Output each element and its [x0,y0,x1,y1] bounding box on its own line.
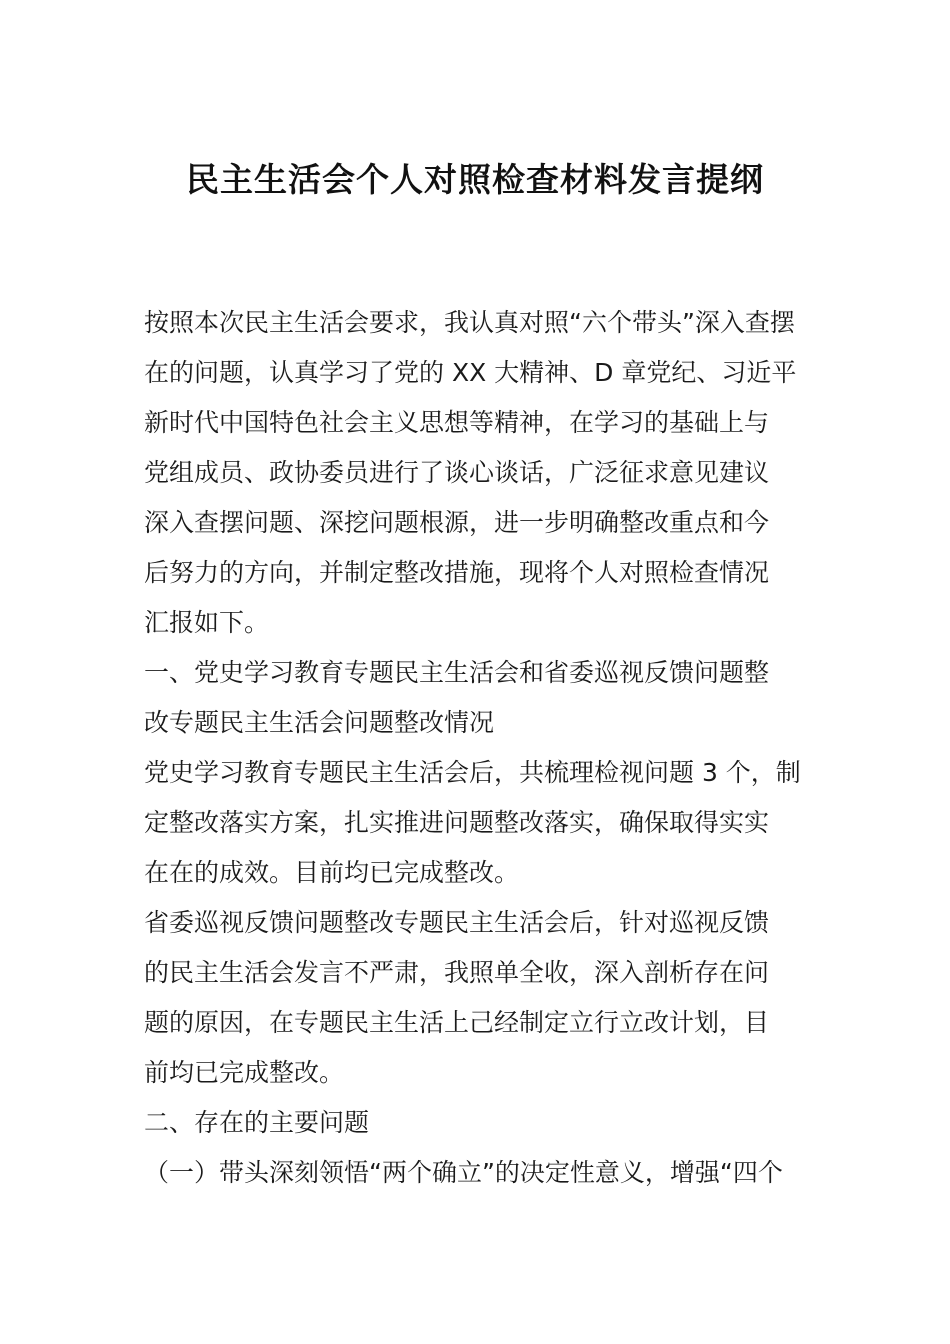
text-line-1: 按照本次民主生活会要求，我认真对照“六个带头”深入查摆 [144,308,795,337]
text-line-13: 省委巡视反馈问题整改专题民主生活会后，针对巡视反馈 [144,908,770,937]
subsection-heading-1: （一）带头深刻领悟“两个确立”的决定性意义，增强“四个 [144,1158,783,1187]
document-title: 民主生活会个人对照检查材料发言提纲 [186,160,764,199]
text-line-14: 的民主生活会发言不严肃，我照单全收，深入剖析存在问 [144,958,770,987]
text-line-10: 党史学习教育专题民主生活会后，共梳理检视问题 3 个，制 [144,758,801,787]
document-body [144,298,808,1198]
section-heading-1-line-1: 一、党史学习教育专题民主生活会和省委巡视反馈问题整 [144,658,770,687]
text-line-6: 后努力的方向，并制定整改措施，现将个人对照检查情况 [144,558,770,587]
text-line-16: 前均已完成整改。 [144,1058,345,1087]
text-line-4: 党组成员、政协委员进行了谈心谈话，广泛征求意见建议 [144,458,770,487]
text-line-7: 汇报如下。 [144,608,270,637]
text-line-11: 定整改落实方案，扎实推进问题整改落实，确保取得实实 [144,808,770,837]
text-line-15: 题的原因，在专题民主生活上己经制定立行立改计划，目 [144,1008,770,1037]
section-heading-2: 二、存在的主要问题 [144,1108,370,1137]
text-line-2: 在的问题，认真学习了党的 XX 大精神、D 章党纪、习近平 [144,358,797,387]
section-heading-1-line-2: 改专题民主生活会问题整改情况 [144,708,495,737]
text-line-12: 在在的成效。目前均已完成整改。 [144,858,520,887]
text-line-3: 新时代中国特色社会主义思想等精神，在学习的基础上与 [144,408,770,437]
text-line-5: 深入查摆问题、深挖问题根源，进一步明确整改重点和今 [144,508,770,537]
